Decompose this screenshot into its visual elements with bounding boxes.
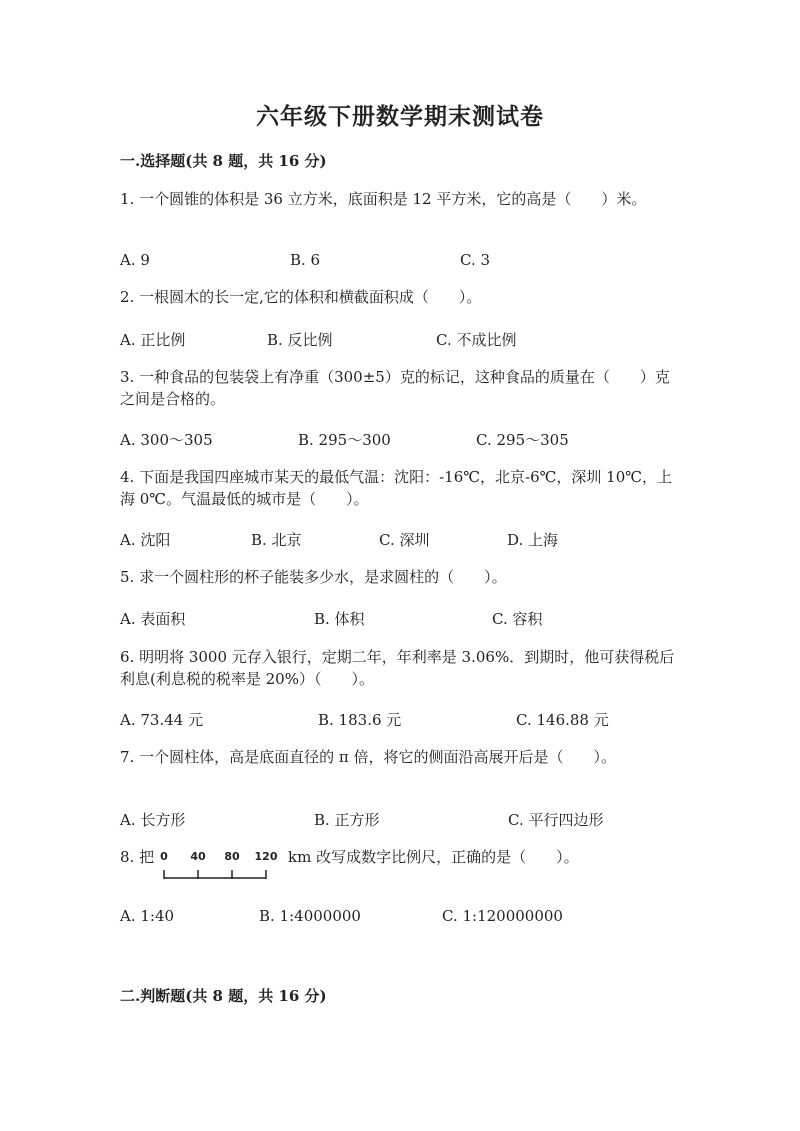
section-heading-choice: 一.选择题(共 8 题，共 16 分) [120,152,327,170]
question-4-option-a[interactable]: A. 沈阳 [120,531,171,549]
question-1-option-a[interactable]: A. 9 [120,251,150,269]
question-7-option-a[interactable]: A. 长方形 [120,811,186,829]
scale-tick-label-40: 40 [190,850,206,863]
question-1-option-b[interactable]: B. 6 [290,251,321,269]
question-6-option-b[interactable]: B. 183.6 元 [318,711,402,729]
question-7-stem: 7. 一个圆柱体，高是底面直径的 π 倍，将它的侧面沿高展开后是（ ）。 [120,748,616,766]
question-6-option-a[interactable]: A. 73.44 元 [120,711,204,729]
question-5-option-b[interactable]: B. 体积 [314,610,365,628]
question-2-stem: 2. 一根圆木的长一定,它的体积和横截面积成（ ）。 [120,288,482,306]
question-8-option-b[interactable]: B. 1:4000000 [259,907,361,925]
section-heading-judgement: 二.判断题(共 8 题，共 16 分) [120,987,327,1005]
question-5-option-c[interactable]: C. 容积 [492,610,543,628]
question-4-option-d[interactable]: D. 上海 [507,531,559,549]
question-4-stem: 4. 下面是我国四座城市某天的最低气温：沈阳：-16℃，北京-6℃，深圳 10℃，上海 0℃。气温最低的城市是（ ）。 [120,468,673,508]
question-7-option-c[interactable]: C. 平行四边形 [508,811,604,829]
question-1-option-c[interactable]: C. 3 [460,251,491,269]
question-4-option-c[interactable]: C. 深圳 [379,531,430,549]
question-4-option-b[interactable]: B. 北京 [251,531,302,549]
question-5-option-a[interactable]: A. 表面积 [120,610,186,628]
question-2-option-b[interactable]: B. 反比例 [267,331,333,349]
question-8-option-a[interactable]: A. 1:40 [120,907,175,925]
question-2-option-c[interactable]: C. 不成比例 [436,331,517,349]
question-3-option-b[interactable]: B. 295～300 [298,431,391,449]
page-title: 六年级下册数学期末测试卷 [256,103,544,130]
line-scale-bar [160,846,280,882]
scale-tick-label-80: 80 [224,850,240,863]
scale-tick-label-120: 120 [254,850,278,863]
question-7-option-b[interactable]: B. 正方形 [314,811,380,829]
question-2-option-a[interactable]: A. 正比例 [120,331,186,349]
question-3-option-a[interactable]: A. 300～305 [120,431,213,449]
question-8-stem-suffix: km 改写成数字比例尺，正确的是（ ）。 [288,848,579,866]
question-8-stem-prefix: 8. 把 [120,848,155,866]
question-3-stem: 3. 一种食品的包装袋上有净重（300±5）克的标记，这种食品的质量在（ ）克之间是合格的。 [120,368,670,408]
scale-tick-label-0: 0 [160,850,168,863]
question-1-stem: 1. 一个圆锥的体积是 36 立方米，底面积是 12 平方米，它的高是（ ）米。 [120,190,647,208]
question-5-stem: 5. 求一个圆柱形的杯子能装多少水，是求圆柱的（ ）。 [120,568,507,586]
question-6-option-c[interactable]: C. 146.88 元 [516,711,609,729]
question-8-stem [120,846,680,886]
question-8-option-c[interactable]: C. 1:120000000 [442,907,563,925]
question-6-stem: 6. 明明将 3000 元存入银行，定期二年，年利率是 3.06%．到期时，他可获得税后利息(利息税的税率是 20%）（ ）。 [120,648,675,688]
question-3-option-c[interactable]: C. 295～305 [476,431,569,449]
